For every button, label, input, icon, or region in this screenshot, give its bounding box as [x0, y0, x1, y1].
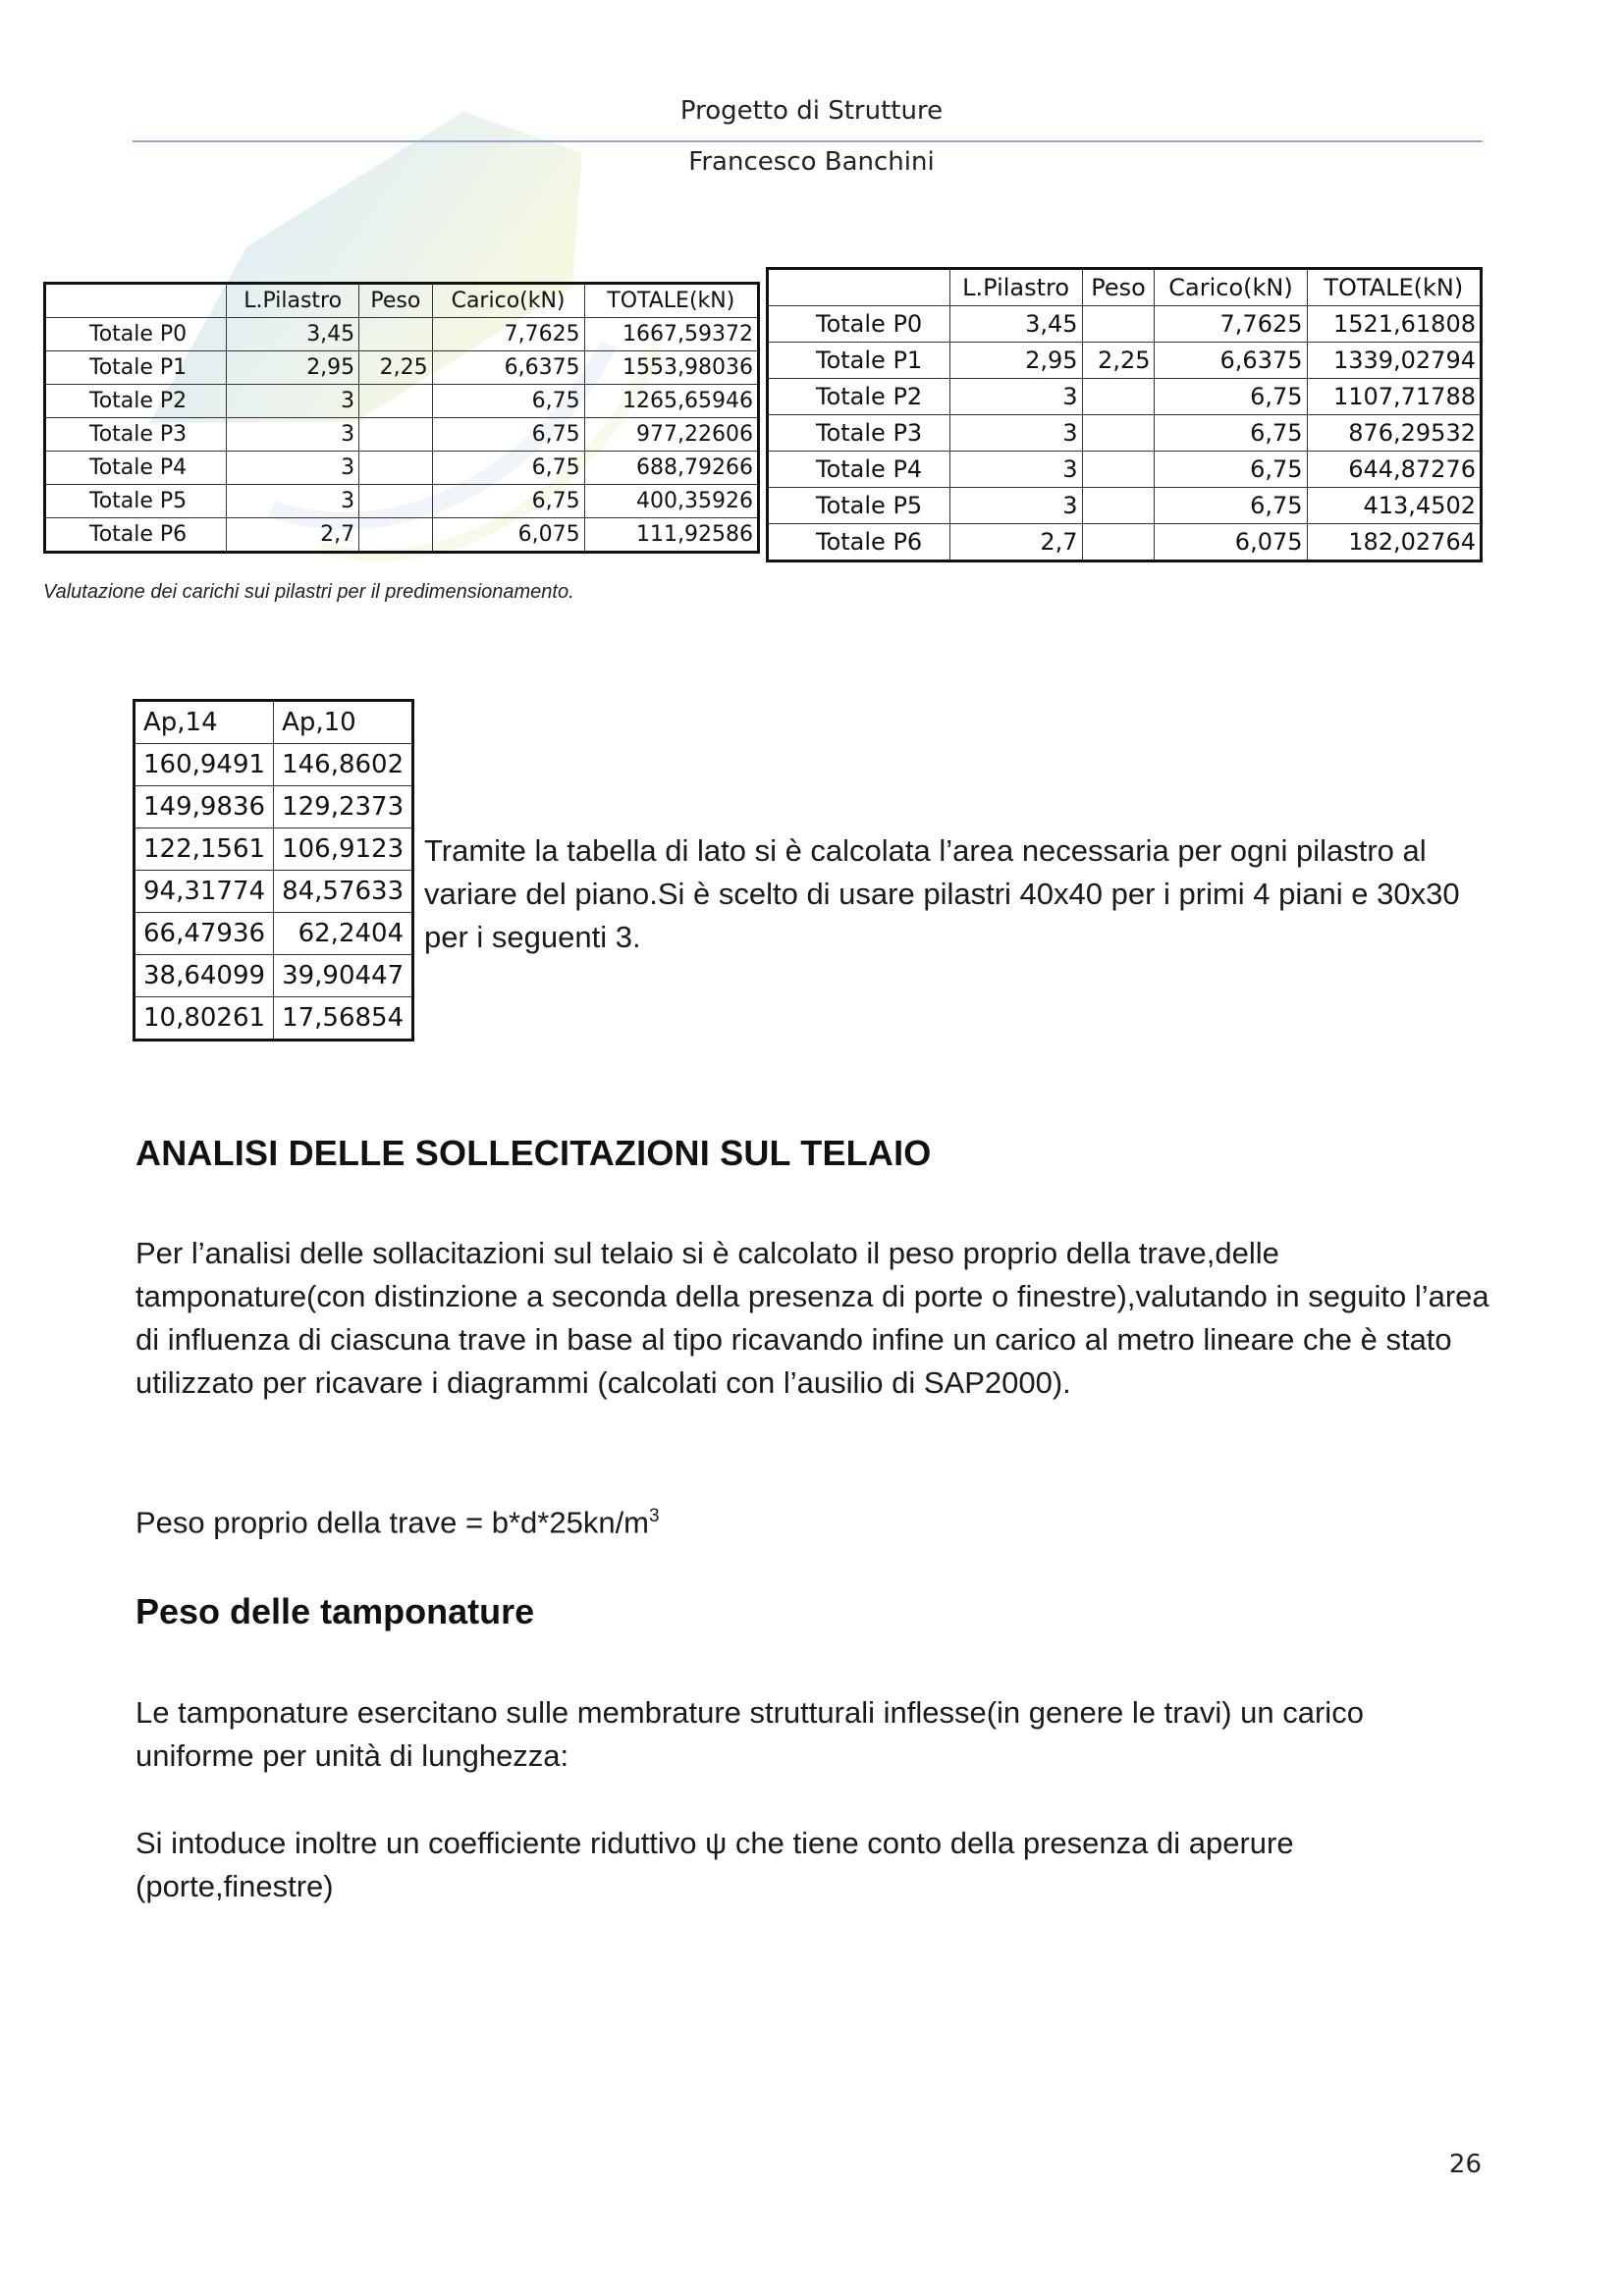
table-row: [768, 524, 1482, 561]
table-cell: 6,6375: [1155, 343, 1307, 379]
table-row: [768, 488, 1482, 524]
table-row: [768, 379, 1482, 415]
table-cell: 6,075: [1155, 524, 1307, 561]
table-cell: 122,1561: [135, 828, 274, 871]
table-cell: [359, 485, 432, 518]
paragraph-coefficiente: Si intoduce inoltre un coefficiente riduttivo ψ che tiene conto della presenza di aperure (porte,finestre): [135, 1826, 1294, 1903]
table-row: [768, 343, 1482, 379]
formula-text: Peso proprio della trave = b*d*25kn/m: [135, 1505, 650, 1540]
table-cell: 3: [227, 485, 359, 518]
header-cell: Carico(kN): [1155, 269, 1307, 306]
paragraph-tamponature: Le tamponature esercitano sulle membrature strutturali inflesse(in genere le travi) un carico uniforme per unità di lunghezza:: [135, 1695, 1364, 1773]
row-label-cell: Totale P5: [45, 485, 227, 518]
row-label-cell: Totale P3: [768, 415, 950, 452]
table-cell: 39,90447: [274, 955, 413, 997]
side-paragraph: Tramite la tabella di lato si è calcolata l’area necessaria per ogni pilastro al variare del piano.Si è scelto di usare pilastri 40x40 per i primi 4 piani e 30x30 per i seguenti 3.: [424, 833, 1460, 954]
table-carichi-right: [766, 267, 1483, 562]
header-cell: L.Pilastro: [949, 269, 1082, 306]
table-cell: 6,6375: [432, 351, 584, 385]
table-cell: [1082, 524, 1155, 561]
table-carichi-left: [43, 282, 760, 554]
table-aree-pilastri: [133, 699, 414, 1041]
header-cell: Peso: [1082, 269, 1155, 306]
table-cell: 1339,02794: [1307, 343, 1481, 379]
table-row: [45, 418, 759, 452]
row-label-cell: Totale P2: [45, 385, 227, 418]
table-cell: 6,75: [432, 418, 584, 452]
table-cell: 6,75: [1155, 379, 1307, 415]
table-cell: 3: [949, 488, 1082, 524]
formula-exponent: 3: [649, 1506, 660, 1526]
table-cell: 106,9123: [274, 828, 413, 871]
table-row: [135, 871, 413, 913]
table-cell: 182,02764: [1307, 524, 1481, 561]
table-row: [135, 786, 413, 828]
row-label-cell: Totale P1: [768, 343, 950, 379]
table-cell: [359, 318, 432, 351]
table-cell: 644,87276: [1307, 452, 1481, 488]
table-row: [768, 306, 1482, 343]
table-cell: 146,8602: [274, 744, 413, 786]
table-cell: [359, 385, 432, 418]
header-divider: [133, 140, 1483, 142]
table-header-row: [768, 269, 1482, 306]
header-cell: L.Pilastro: [227, 284, 359, 318]
table-cell: 1265,65946: [584, 385, 758, 418]
table-cell: 977,22606: [584, 418, 758, 452]
table-cell: 3,45: [227, 318, 359, 351]
table-cell: 3: [949, 452, 1082, 488]
row-label-cell: Totale P2: [768, 379, 950, 415]
table-cell: [359, 452, 432, 485]
row-label-cell: Totale P4: [768, 452, 950, 488]
subheading-tamponature: Peso delle tamponature: [135, 1591, 535, 1631]
table-cell: 1107,71788: [1307, 379, 1481, 415]
table-cell: 62,2404: [274, 913, 413, 955]
row-label-cell: Totale P6: [768, 524, 950, 561]
table-header-row: [45, 284, 759, 318]
table-row: [135, 744, 413, 786]
table-row: [45, 318, 759, 351]
table-cell: 3: [949, 415, 1082, 452]
paragraph-peso-proprio: [135, 1495, 1490, 1544]
page-header-author: Francesco Banchini: [688, 147, 935, 177]
header-cell: Ap,10: [274, 701, 413, 744]
header-cell: TOTALE(kN): [584, 284, 758, 318]
table-cell: 3: [227, 452, 359, 485]
table-cell: 3: [949, 379, 1082, 415]
table-row: [135, 913, 413, 955]
table-cell: [1082, 415, 1155, 452]
table-cell: 10,80261: [135, 997, 274, 1041]
table-cell: [359, 518, 432, 553]
table-cell: 2,7: [227, 518, 359, 553]
table-cell: 1667,59372: [584, 318, 758, 351]
header-cell: Carico(kN): [432, 284, 584, 318]
table-cell: 3,45: [949, 306, 1082, 343]
row-label-cell: Totale P4: [45, 452, 227, 485]
table-cell: 2,25: [1082, 343, 1155, 379]
table-cell: 2,25: [359, 351, 432, 385]
header-cell: Ap,14: [135, 701, 274, 744]
table-cell: 84,57633: [274, 871, 413, 913]
table-cell: 6,75: [432, 385, 584, 418]
table-caption: Valutazione dei carichi sui pilastri per il predimensionamento.: [43, 581, 574, 603]
table-cell: 1521,61808: [1307, 306, 1481, 343]
table-row: [45, 452, 759, 485]
table-cell: 6,75: [1155, 452, 1307, 488]
row-label-cell: Totale P6: [45, 518, 227, 553]
page-number: 26: [1448, 2150, 1482, 2179]
header-cell: TOTALE(kN): [1307, 269, 1481, 306]
table-cell: 66,47936: [135, 913, 274, 955]
table-cell: 160,9491: [135, 744, 274, 786]
table-cell: 2,95: [227, 351, 359, 385]
row-label-cell: Totale P0: [768, 306, 950, 343]
table-cell: 1553,98036: [584, 351, 758, 385]
table-cell: 129,2373: [274, 786, 413, 828]
table-cell: 688,79266: [584, 452, 758, 485]
table-row: [135, 828, 413, 871]
table-row: [135, 955, 413, 997]
table-cell: 400,35926: [584, 485, 758, 518]
header-cell-empty: [45, 284, 227, 318]
table-row: [45, 351, 759, 385]
table-row: [768, 415, 1482, 452]
table-cell: 38,64099: [135, 955, 274, 997]
paragraph-analisi: Per l’analisi delle sollacitazioni sul telaio si è calcolato il peso proprio della trave,delle tamponature(con distinzione a seconda della presenza di porte o finestre),valutando in seguito l’area di influenza di ciascuna trave in base al tipo ricavando infine un carico al metro lineare che è stato utilizzato per ricavare i diagrammi (calcolati con l’ausilio di SAP2000).: [135, 1236, 1489, 1400]
table-cell: 413,4502: [1307, 488, 1481, 524]
table-cell: 2,7: [949, 524, 1082, 561]
row-label-cell: Totale P3: [45, 418, 227, 452]
table-row: [45, 518, 759, 553]
table-row: [768, 452, 1482, 488]
section-heading: ANALISI DELLE SOLLECITAZIONI SUL TELAIO: [135, 1133, 932, 1173]
row-label-cell: Totale P5: [768, 488, 950, 524]
table-cell: 3: [227, 418, 359, 452]
table-row: [45, 485, 759, 518]
table-cell: [1082, 306, 1155, 343]
table-cell: [1082, 488, 1155, 524]
table-header-row: [135, 701, 413, 744]
row-label-cell: Totale P1: [45, 351, 227, 385]
table-cell: 7,7625: [432, 318, 584, 351]
page-header-title: Progetto di Strutture: [679, 96, 944, 126]
table-cell: 94,31774: [135, 871, 274, 913]
table-cell: 3: [227, 385, 359, 418]
table-row: [45, 385, 759, 418]
table-cell: 7,7625: [1155, 306, 1307, 343]
table-cell: 149,9836: [135, 786, 274, 828]
table-row: [135, 997, 413, 1041]
table-cell: 876,29532: [1307, 415, 1481, 452]
table-cell: 6,75: [432, 485, 584, 518]
table-cell: 6,075: [432, 518, 584, 553]
row-label-cell: Totale P0: [45, 318, 227, 351]
header-cell: Peso: [359, 284, 432, 318]
table-cell: 6,75: [1155, 488, 1307, 524]
table-cell: [1082, 379, 1155, 415]
table-cell: 111,92586: [584, 518, 758, 553]
table-cell: 6,75: [1155, 415, 1307, 452]
table-cell: [1082, 452, 1155, 488]
table-cell: 2,95: [949, 343, 1082, 379]
header-cell-empty: [768, 269, 950, 306]
table-cell: 17,56854: [274, 997, 413, 1041]
table-cell: 6,75: [432, 452, 584, 485]
table-cell: [359, 418, 432, 452]
